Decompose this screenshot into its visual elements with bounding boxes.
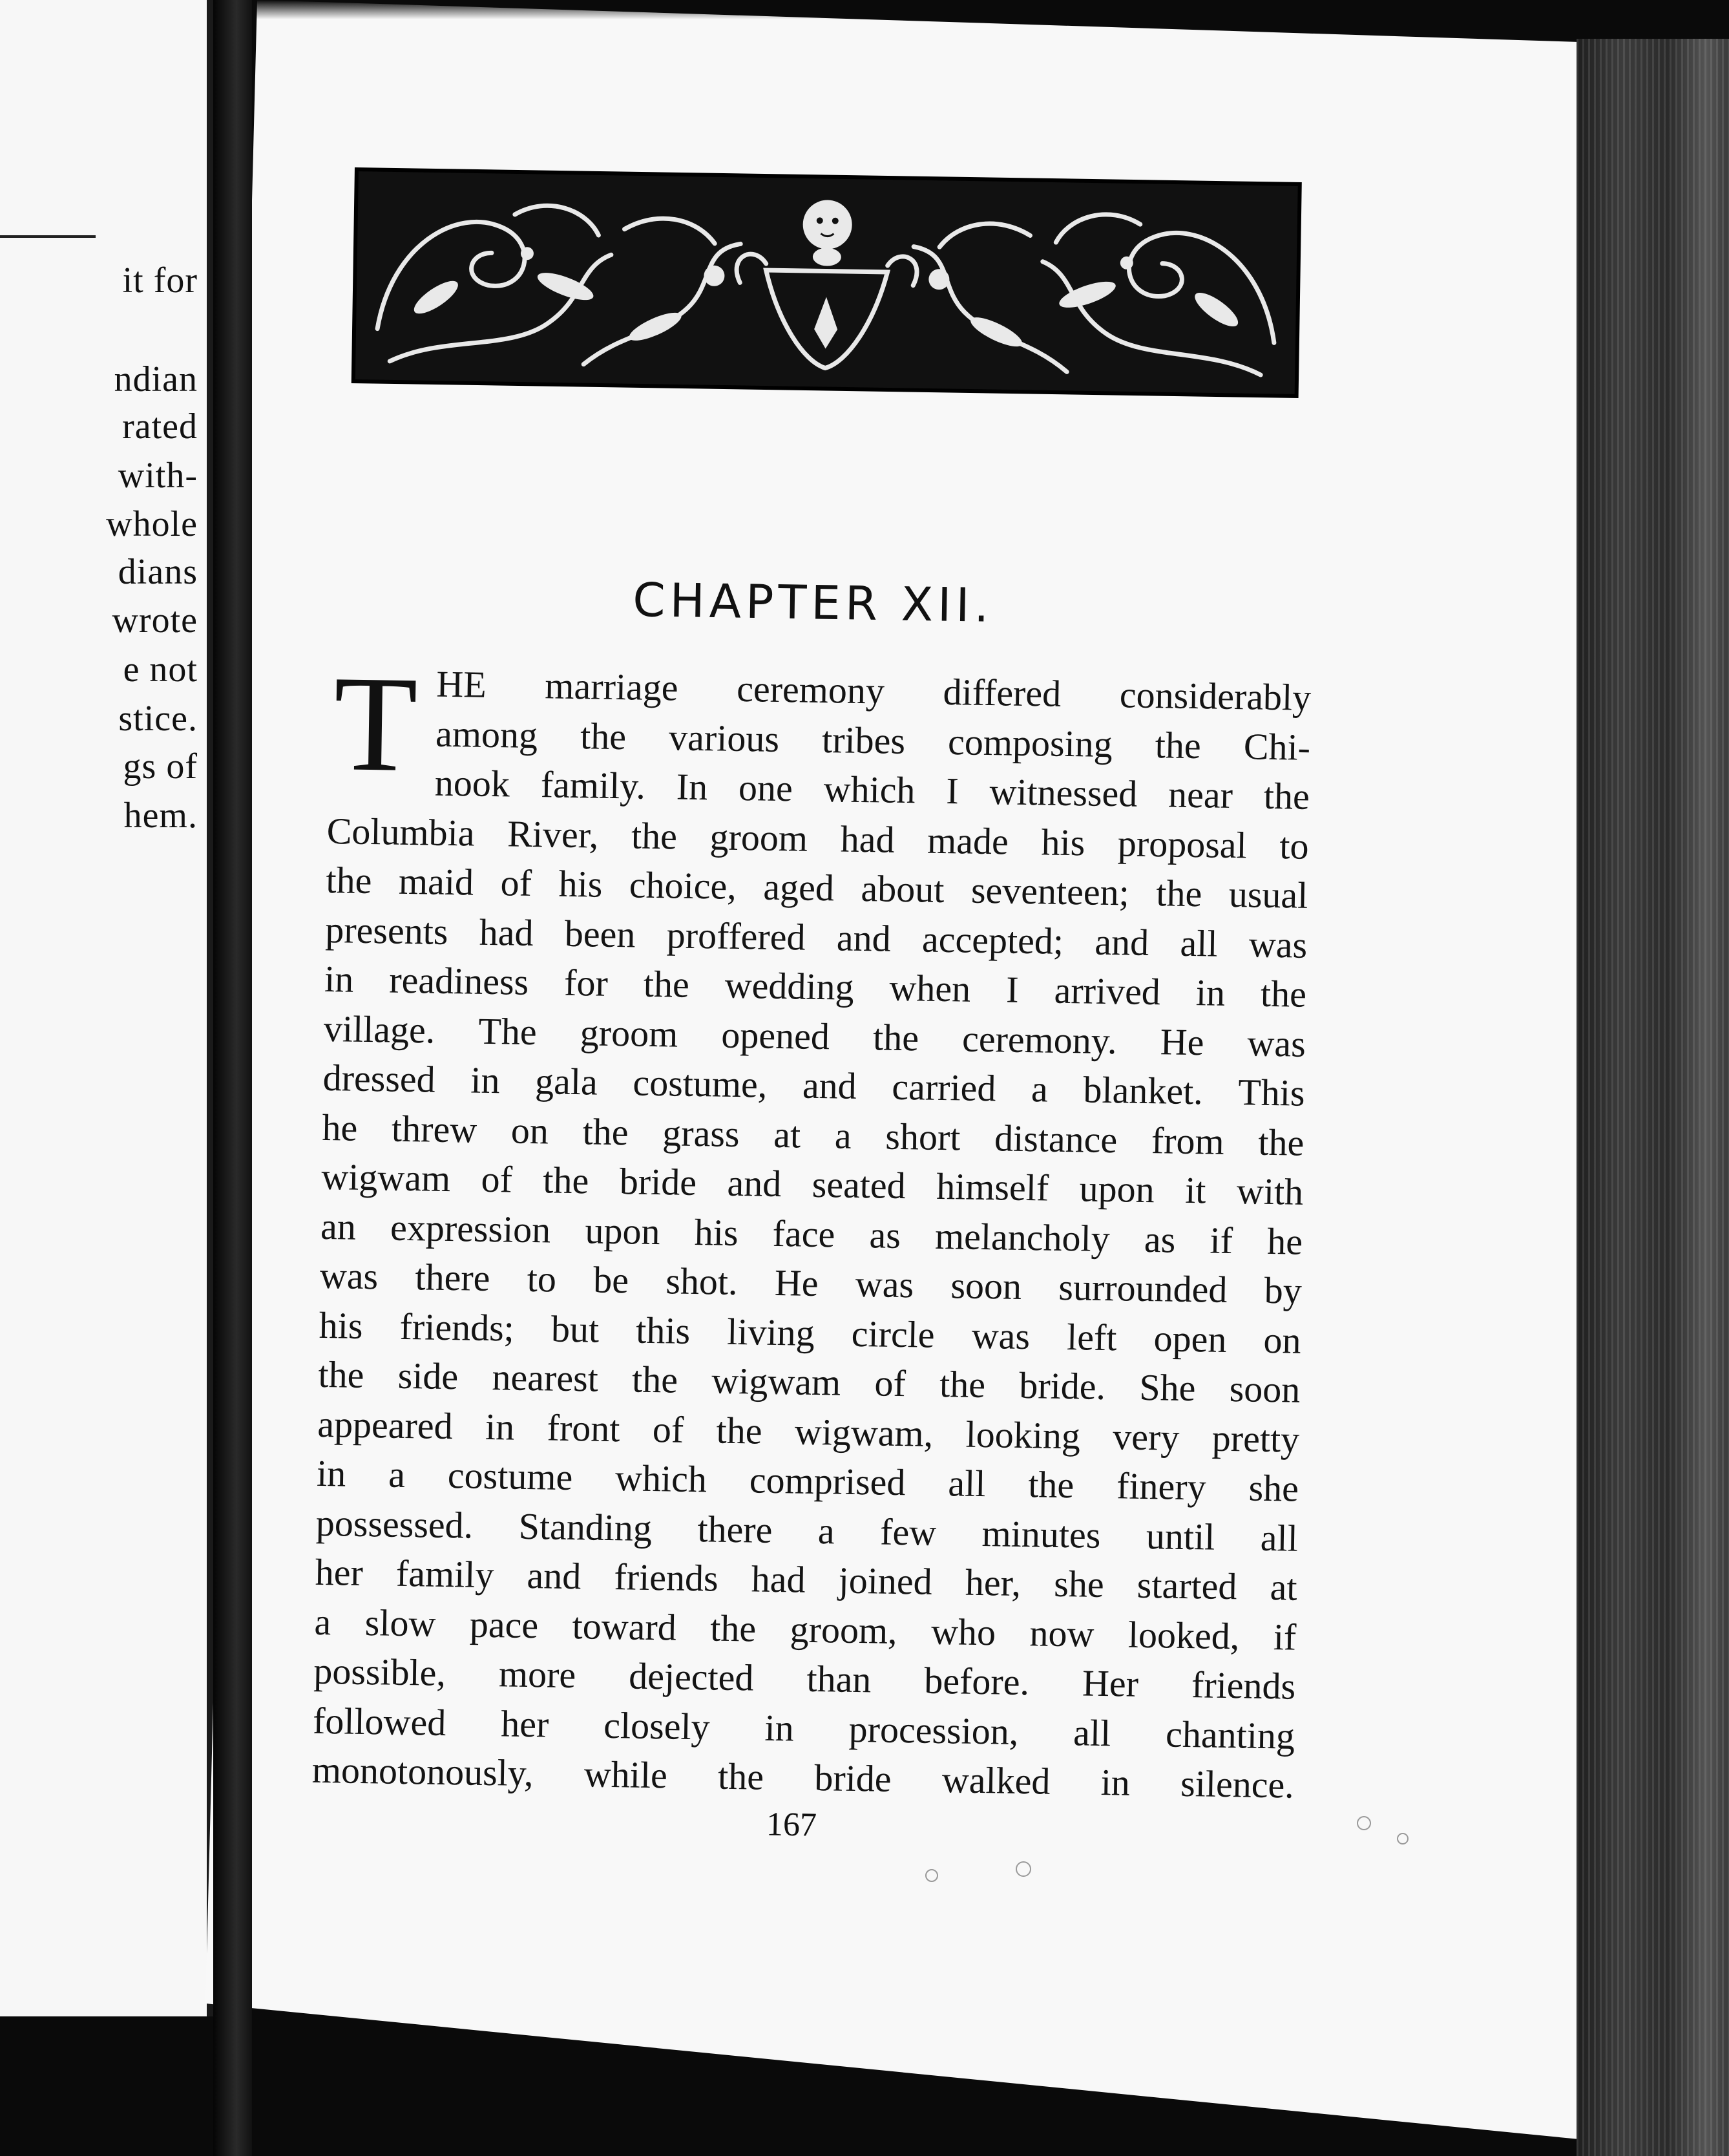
body-line: nook family. In one which I witnessed near the	[434, 761, 1310, 818]
facing-page-line: ndian	[114, 359, 198, 399]
body-line: possible, more dejected than before. Her friends	[313, 1649, 1296, 1707]
facing-page-line: stice.	[118, 699, 198, 739]
paper-speck	[1397, 1833, 1409, 1844]
page-edges	[1577, 39, 1729, 2156]
body-line: wigwam of the bride and seated himself upon it with	[320, 1155, 1304, 1213]
body-line: dressed in gala costume, and carried a blanket. This	[322, 1056, 1306, 1114]
facing-page-line: e not	[123, 650, 198, 690]
page-number: 167	[766, 1806, 817, 1844]
body-line: in readiness for the wedding when I arrived in the	[324, 957, 1307, 1015]
body-line: presents had been proffered and accepted; and all was	[324, 908, 1308, 966]
drop-cap: T	[332, 647, 419, 801]
paper-speck	[1016, 1861, 1031, 1877]
body-line: followed her closely in procession, all chanting	[312, 1699, 1295, 1757]
facing-page	[0, 0, 213, 2016]
paper-speck	[1357, 1816, 1371, 1830]
book-gutter	[213, 0, 252, 2156]
facing-page-rule	[0, 235, 96, 238]
top-shadow	[252, 0, 1577, 19]
body-line: appeared in front of the wigwam, looking very pretty	[317, 1402, 1300, 1461]
facing-page-line: with-	[118, 456, 198, 496]
facing-page-line: hem.	[123, 796, 198, 836]
ornamental-headpiece-icon	[350, 167, 1303, 427]
facing-page-line: gs of	[123, 746, 198, 787]
chapter-heading: CHAPTER XII.	[632, 573, 994, 633]
facing-page-line: wrote	[112, 600, 198, 640]
body-line: among the various tribes composing the Chi-	[435, 712, 1311, 768]
facing-page-line: dians	[118, 552, 198, 592]
body-line: in a costume which comprised all the finery she	[316, 1452, 1299, 1510]
body-line: possessed. Standing there a few minutes until all	[315, 1501, 1299, 1559]
body-line: Columbia River, the groom had made his proposal to	[326, 809, 1310, 867]
body-line: HE marriage ceremony differed considerably	[435, 662, 1312, 719]
facing-page-line: rated	[122, 407, 198, 447]
body-line: village. The groom opened the ceremony. He was	[323, 1007, 1306, 1065]
body-line: his friends; but this living circle was left open on	[319, 1304, 1302, 1362]
facing-page-line: it for	[122, 260, 198, 301]
facing-page-line: whole	[106, 504, 198, 544]
body-line: he threw on the grass at a short distance from the	[322, 1106, 1305, 1164]
body-line: monotonously, while the bride walked in silence.	[311, 1748, 1295, 1806]
body-line: her family and friends had joined her, she started at	[315, 1550, 1297, 1609]
body-line: an expression upon his face as melancholy as if he	[320, 1205, 1303, 1263]
body-line: the side nearest the wigwam of the bride. She soon	[318, 1353, 1301, 1411]
body-line: was there to be shot. He was soon surrounded by	[319, 1254, 1303, 1312]
body-text	[311, 647, 1312, 1810]
body-line: the maid of his choice, aged about seventeen; the usual	[326, 858, 1308, 916]
paper-speck	[925, 1869, 938, 1882]
body-line: a slow pace toward the groom, who now looked, if	[314, 1600, 1297, 1658]
